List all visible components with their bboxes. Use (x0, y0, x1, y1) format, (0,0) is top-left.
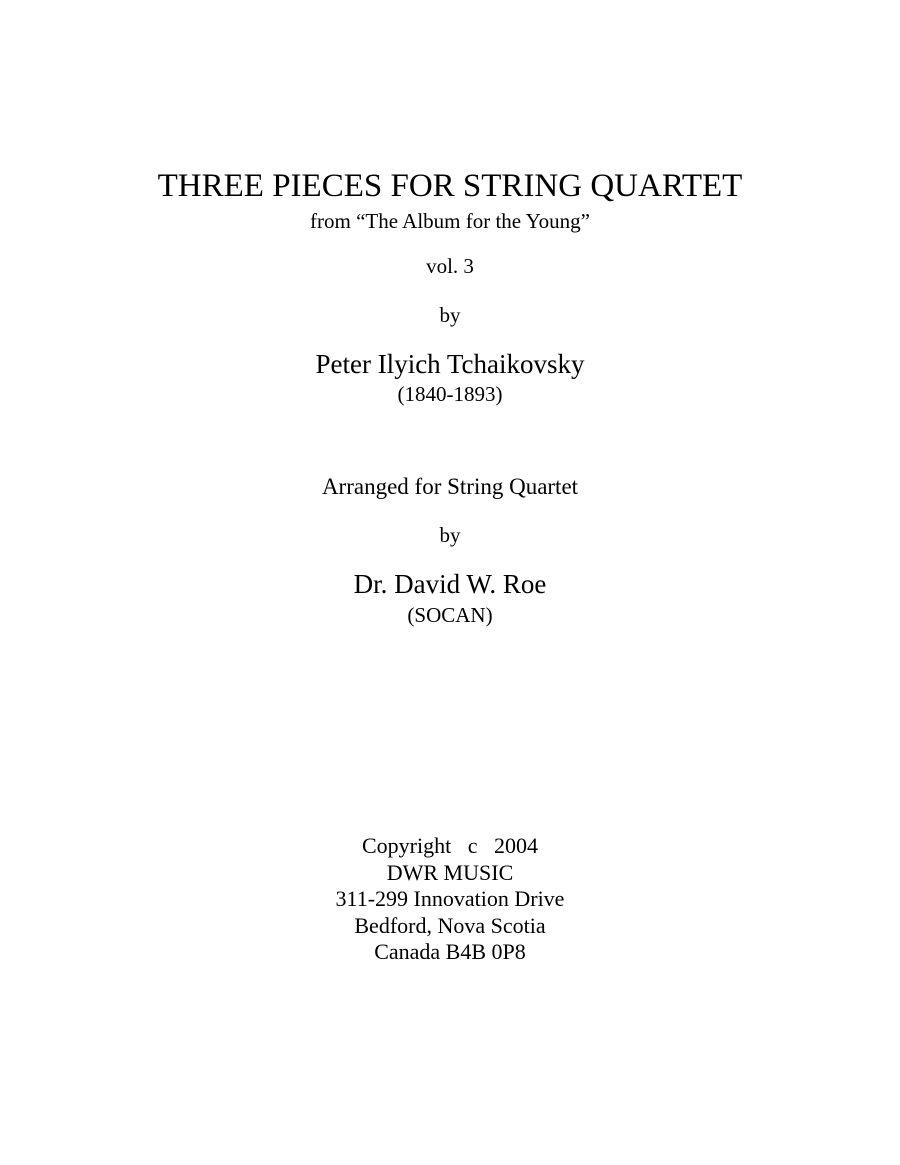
work-subtitle: from “The Album for the Young” (310, 209, 590, 233)
copyright-block (0, 833, 900, 966)
arrangement-line: Arranged for String Quartet (321, 474, 579, 499)
publisher-city: Bedford, Nova Scotia (354, 912, 546, 938)
arranger-name: Dr. David W. Roe (353, 569, 547, 599)
arranger-society: (SOCAN) (407, 603, 493, 627)
composer-name: Peter Ilyich Tchaikovsky (315, 349, 585, 379)
by-composer-label: by (439, 303, 461, 327)
publisher-country-postal: Canada B4B 0P8 (374, 939, 526, 964)
composer-dates: (1840-1893) (397, 382, 503, 406)
by-arranger-label: by (439, 523, 461, 547)
publisher-street: 311-299 Innovation Drive (335, 886, 565, 911)
copyright-notice: Copyright c 2004 (362, 833, 538, 858)
volume-label: vol. 3 (426, 254, 474, 278)
publisher-name: DWR MUSIC (386, 859, 514, 885)
work-title: THREE PIECES FOR STRING QUARTET (157, 168, 743, 204)
